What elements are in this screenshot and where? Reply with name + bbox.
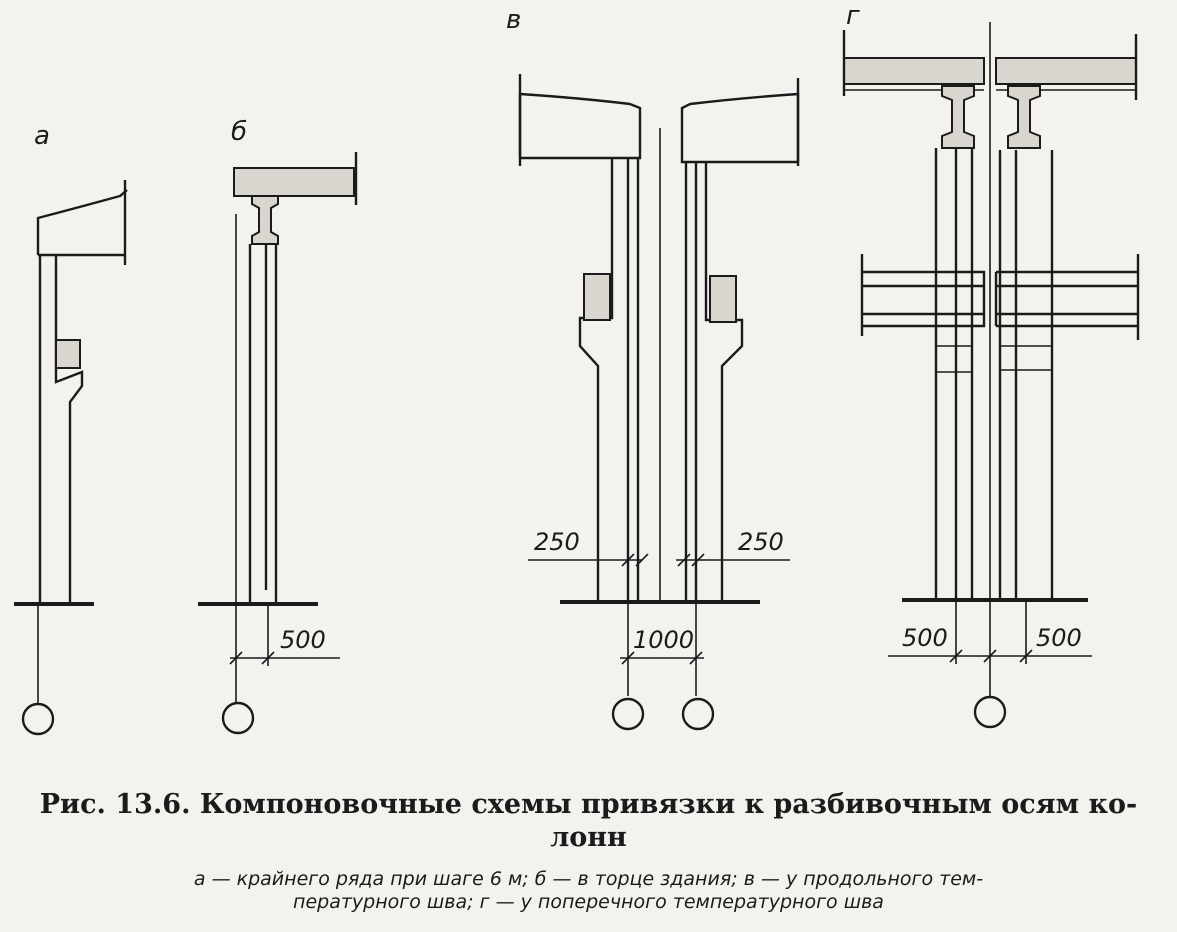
dim-g-500-right: 500 — [1036, 624, 1082, 652]
dim-v-250-right: 250 — [738, 528, 784, 556]
label-b: б — [231, 117, 248, 147]
caption-legend-line1: а — крайнего ряда при шаге 6 м; б — в торце здания; в — у продольного тем- — [193, 868, 984, 890]
scheme-b — [198, 117, 356, 733]
label-g: г — [846, 1, 860, 31]
caption-legend-line2: пературного шва; г — у поперечного температурного шва — [293, 891, 884, 913]
figure-caption-title — [0, 788, 1177, 854]
caption-title-line1: Рис. 13.6. Компоновочные схемы привязки к разбивочным осям ко- — [39, 789, 1138, 820]
dim-g-500-left: 500 — [902, 624, 948, 652]
caption-title-line2: лонн — [550, 822, 627, 853]
dim-v-250-left: 250 — [534, 528, 580, 556]
label-v: в — [506, 5, 522, 35]
scheme-g — [844, 1, 1138, 727]
dim-v-1000: 1000 — [633, 626, 695, 654]
dim-b-500: 500 — [280, 626, 326, 654]
figure-caption-legend — [0, 868, 1177, 914]
label-a: а — [34, 121, 50, 151]
scheme-v — [506, 5, 798, 729]
scheme-a — [14, 121, 127, 734]
